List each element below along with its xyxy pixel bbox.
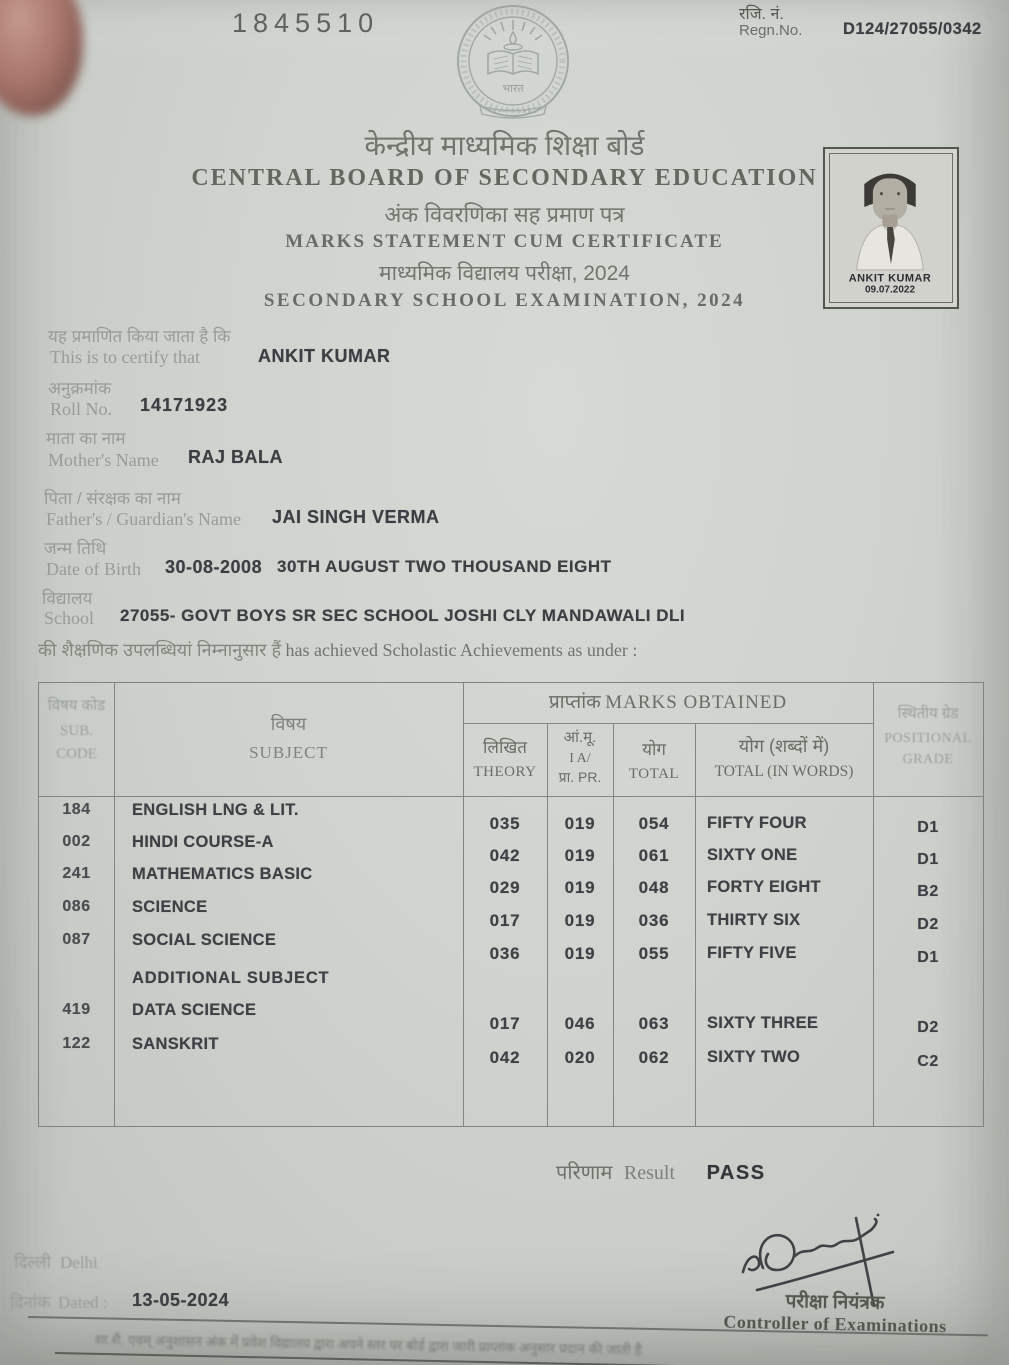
svg-text:09.07.2022: 09.07.2022 xyxy=(864,284,916,296)
doc-title-english: MARKS STATEMENT CUM CERTIFICATE xyxy=(285,231,724,252)
result-line xyxy=(556,1158,766,1185)
regn-label-en: Regn.No. xyxy=(739,22,803,39)
svg-text:भारत: भारत xyxy=(502,83,524,95)
header-total-words: योग (शब्दों में) TOTAL (IN WORDS) xyxy=(714,736,854,780)
exam-title-english: SECONDARY SCHOOL EXAMINATION, 2024 xyxy=(263,290,746,311)
certify-label-hindi: यह प्रमाणित किया जाता है कि xyxy=(48,327,231,346)
roll-number: 14171923 xyxy=(140,395,229,415)
header-marks-obtained: प्राप्तांक MARKS OBTAINED xyxy=(548,692,788,713)
svg-text:ANKIT KUMAR: ANKIT KUMAR xyxy=(848,272,932,285)
mother-name: RAJ BALA xyxy=(188,447,284,467)
header-sub-code: विषय कोड SUB. CODE xyxy=(47,697,106,762)
cbse-logo xyxy=(438,0,588,130)
mother-label-english: Mother's Name xyxy=(48,450,159,470)
student-photo xyxy=(823,147,959,309)
dob-value: 30-08-2008 xyxy=(165,557,263,577)
doc-title-hindi: अंक विवरणिका सह प्रमाण पत्र xyxy=(384,202,625,227)
table-row: 087 SOCIAL SCIENCE 036 019 055 FIFTY FIVE D1 xyxy=(62,931,939,966)
mother-label-hindi: माता का नाम xyxy=(46,429,126,448)
result-label-english: Result xyxy=(623,1162,676,1184)
header-ia: आं.मू. I A/ प्रा. PR. xyxy=(558,729,602,786)
dob-label-english: Date of Birth xyxy=(46,559,141,579)
serial-number: 1845510 xyxy=(232,8,380,38)
dob-in-words: 30TH AUGUST TWO THOUSAND EIGHT xyxy=(277,557,612,576)
table-row: 122 SANSKRIT 042 020 062 SIXTY TWO C2 xyxy=(62,1035,939,1070)
signatory-title-hindi: परीक्षा नियंत्रक xyxy=(785,1291,885,1314)
achievement-english: has achieved Scholastic Achievements as under : xyxy=(281,640,638,660)
school-label-hindi: विद्यालय xyxy=(42,589,93,608)
regn-value: D124/27055/0342 xyxy=(843,20,982,38)
achievement-line xyxy=(38,638,637,662)
dated-label-english: Dated : xyxy=(58,1293,108,1312)
header-theory: लिखित THEORY xyxy=(473,738,537,781)
place-english: Delhi xyxy=(60,1253,98,1272)
certify-label-english: This is to certify that xyxy=(50,347,200,367)
roll-label-english: Roll No. xyxy=(50,399,113,419)
dated-value: 13-05-2024 xyxy=(132,1290,230,1310)
footer-note: शा.शै. एवम् अनुशासन अंक में प्रवेश विद्यालय द्वारा अपने स्तर पर बोर्ड द्वारा जारी प्राप्तांक अनुसार प्रदान की जाती है xyxy=(94,1332,642,1358)
board-name-english: CENTRAL BOARD OF SECONDARY EDUCATION xyxy=(191,165,818,191)
student-name: ANKIT KUMAR xyxy=(258,346,391,366)
school-value: 27055- GOVT BOYS SR SEC SCHOOL JOSHI CLY MANDAWALI DLI xyxy=(120,606,686,625)
table-hline-group xyxy=(463,723,873,724)
table-section-row: ADDITIONAL SUBJECT xyxy=(132,969,330,987)
result-value: PASS xyxy=(706,1162,766,1184)
table-row: 419 DATA SCIENCE 017 046 063 SIXTY THREE D2 xyxy=(62,1001,939,1036)
table-row: 086 SCIENCE 017 019 036 THIRTY SIX D2 xyxy=(62,898,939,933)
exam-title-hindi: माध्यमिक विद्यालय परीक्षा, 2024 xyxy=(379,262,630,285)
regn-label-hi: रजि. नं. xyxy=(739,6,784,23)
header-subject: विषय SUBJECT xyxy=(249,714,328,762)
school-label-english: School xyxy=(44,608,95,628)
achievement-hindi: की शैक्षणिक उपलब्धियां निम्नानुसार हैं xyxy=(38,640,282,660)
place-hindi: दिल्ली xyxy=(14,1253,52,1272)
table-row: 184 ENGLISH LNG & LIT. 035 019 054 FIFTY FOUR D1 xyxy=(62,801,939,836)
father-label-hindi: पिता / संरक्षक का नाम xyxy=(44,489,181,508)
father-name: JAI SINGH VERMA xyxy=(272,507,440,527)
board-name-hindi: केन्द्रीय माध्यमिक शिक्षा बोर्ड xyxy=(364,130,645,161)
table-row: 002 HINDI COURSE-A 042 019 061 SIXTY ONE D1 xyxy=(62,833,939,868)
father-label-english: Father's / Guardian's Name xyxy=(46,509,241,529)
header-total: योग TOTAL xyxy=(628,740,680,783)
marks-table xyxy=(38,682,984,1127)
table-row: 241 MATHEMATICS BASIC 029 019 048 FORTY EIGHT B2 xyxy=(62,865,939,900)
result-label-hindi: परिणाम xyxy=(556,1162,613,1184)
header-positional-grade: स्थितीय ग्रेड POSITIONAL GRADE xyxy=(884,705,972,768)
finger-shadow xyxy=(0,0,83,116)
dated-label-hindi: दिनांक xyxy=(10,1293,51,1312)
signatory-title-english: Controller of Examinations xyxy=(723,1311,947,1337)
roll-label-hindi: अनुक्रमांक xyxy=(48,379,112,398)
table-hline-header xyxy=(39,796,983,797)
dob-label-hindi: जन्म तिथि xyxy=(44,539,107,558)
